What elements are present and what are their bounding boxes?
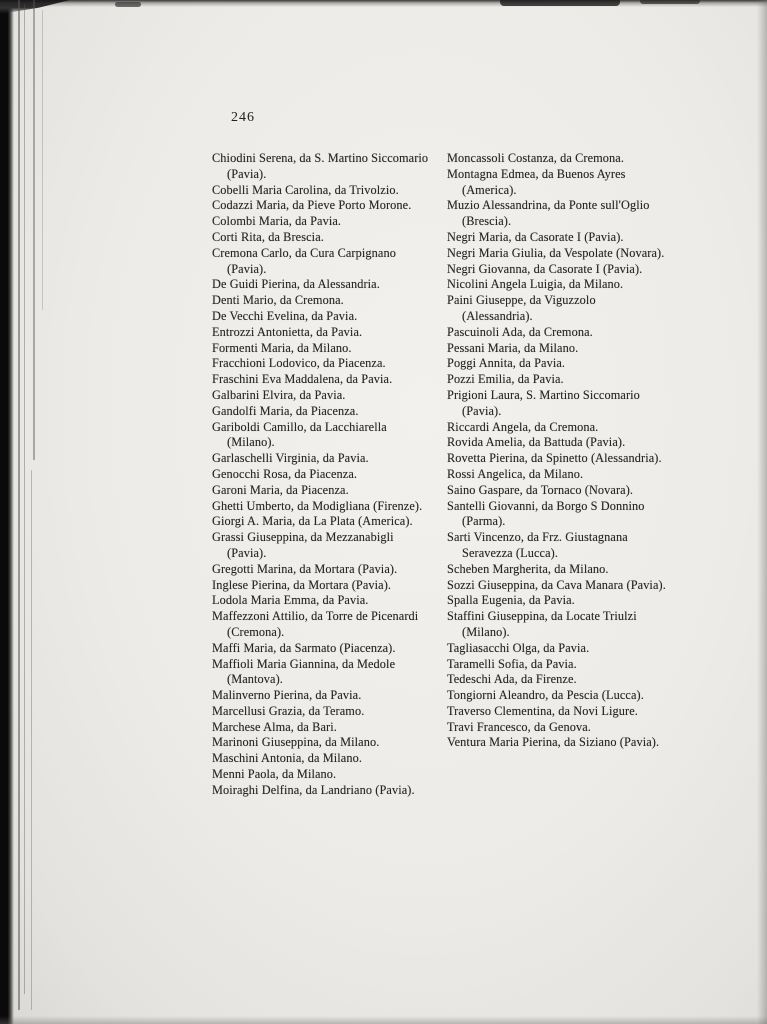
directory-entry [212,578,433,594]
directory-entry [212,183,433,199]
directory-entry [212,514,433,530]
directory-entry-text: Codazzi Maria, da Pieve Porto Morone. [212,198,412,213]
directory-entry-text: Genocchi Rosa, da Piacenza. [212,466,358,481]
directory-entry [212,562,433,578]
directory-entry [447,593,668,609]
directory-entry-text: Inglese Pierina, da Mortara (Pavia). [212,577,392,592]
directory-entry-text: Ventura Maria Pierina, da Siziano (Pavia). [447,735,660,750]
directory-entry-text: Pascuinoli Ada, da Cremona. [447,324,593,339]
directory-entry-text: Ghetti Umberto, da Modigliana (Firenze). [212,498,423,513]
directory-entry-text: Fracchioni Lodovico, da Piacenza. [212,356,386,371]
scan-scratch-line [18,0,20,1010]
directory-entry [212,214,433,230]
directory-entry-text: Marchese Alma, da Bari. [212,719,337,734]
directory-entry [447,167,668,199]
directory-entry-text: Rovida Amelia, da Battuda (Pavia). [447,435,626,450]
scan-scratch-line [24,4,25,994]
directory-entry-text: Scheben Margherita, da Milano. [447,561,609,576]
directory-entry-text: De Guidi Pierina, da Alessandria. [212,277,380,292]
directory-entry-text: Rossi Angelica, da Milano. [447,466,584,481]
directory-entry-text: Montagna Edmea, da Buenos Ayres (America). [447,166,626,197]
directory-entry [447,704,668,720]
directory-entry-text: Pozzi Emilia, da Pavia. [447,372,564,387]
directory-entry [212,720,433,736]
directory-entry [212,735,433,751]
scan-scratch-line [42,10,43,310]
directory-entry-text: Denti Mario, da Cremona. [212,293,344,308]
directory-entry-text: Lodola Maria Emma, da Pavia. [212,593,369,608]
directory-entry-text: Galbarini Elvira, da Pavia. [212,387,346,402]
directory-entry [447,562,668,578]
directory-entry-text: Maffioli Maria Giannina, da Medole (Mantova). [212,656,396,687]
scan-right-edge-shadow [757,0,767,1024]
directory-entry [447,657,668,673]
directory-entry-text: Gregotti Marina, da Mortara (Pavia). [212,561,398,576]
directory-entry-text: Garoni Maria, da Piacenza. [212,482,349,497]
directory-entry [212,246,433,278]
directory-entry [212,309,433,325]
directory-entry-text: Moncassoli Costanza, da Cremona. [447,151,625,165]
directory-entry [212,372,433,388]
directory-entry-text: Sozzi Giuseppina, da Cava Manara (Pavia). [447,577,666,592]
directory-entry [447,467,668,483]
directory-entry-text: Saino Gaspare, da Tornaco (Novara). [447,482,634,497]
directory-entry [212,704,433,720]
directory-entry [447,451,668,467]
directory-entry [212,151,433,183]
directory-entry [447,609,668,641]
directory-entry-text: Sarti Vincenzo, da Frz. Giustagnana Seravezza (Lucca). [447,530,628,560]
directory-entry [447,277,668,293]
directory-entry [212,499,433,515]
directory-entry-text: Tongiorni Aleandro, da Pescia (Lucca). [447,688,644,703]
directory-entry-text: Gandolfi Maria, da Piacenza. [212,403,359,418]
directory-entry-text: Staffini Giuseppina, da Locate Triulzi (Milano). [447,609,637,639]
directory-entry-text: Rovetta Pierina, da Spinetto (Alessandria). [447,451,662,466]
directory-entry [447,293,668,325]
directory-entry [447,483,668,499]
directory-entry [447,198,668,230]
directory-entry [212,783,433,799]
directory-entry [447,151,668,167]
scan-artifact-mark [115,2,141,7]
directory-entry [447,262,668,278]
directory-entry-text: Tagliasacchi Olga, da Pavia. [447,640,590,655]
directory-entry [447,735,668,751]
directory-entry [212,451,433,467]
directory-entry [447,230,668,246]
directory-entry [212,356,433,372]
directory-entry-text: Maffi Maria, da Sarmato (Piacenza). [212,640,396,655]
scan-scratch-line [31,470,32,1010]
directory-entry-text: Chiodini Serena, da S. Martino Siccomario (Pavia). [212,151,429,181]
directory-entry [447,325,668,341]
directory-entry-text: Pessani Maria, da Milano. [447,340,579,355]
directory-entry [212,609,433,641]
directory-entry-text: Tedeschi Ada, da Firenze. [447,672,577,687]
directory-entry [212,277,433,293]
directory-entry-text: Moiraghi Delfina, da Landriano (Pavia). [212,782,415,797]
directory-entry-text: Maffezzoni Attilio, da Torre de Picenardi (Cremona). [212,609,419,639]
directory-entry [212,388,433,404]
directory-entry-text: Paini Giuseppe, da Viguzzolo (Alessandria). [447,293,596,323]
directory-entry-text: Gariboldi Camillo, da Lacchiarella (Milano). [212,419,387,450]
directory-entry [447,435,668,451]
scan-scratch-line [33,0,35,460]
directory-entry [212,593,433,609]
directory-entry-text: Entrozzi Antonietta, da Pavia. [212,324,363,339]
directory-entry [212,404,433,420]
directory-entry [212,230,433,246]
directory-entry-text: Nicolini Angela Luigia, da Milano. [447,277,624,292]
directory-entry-text: De Vecchi Evelina, da Pavia. [212,308,358,323]
directory-entry [447,672,668,688]
directory-entry-text: Travi Francesco, da Genova. [447,719,591,734]
directory-entry [447,499,668,531]
directory-entry [447,720,668,736]
directory-entry-text: Riccardi Angela, da Cremona. [447,419,599,434]
directory-entry-text: Cobelli Maria Carolina, da Trivolzio. [212,182,399,197]
directory-entry [212,641,433,657]
directory-entry-text: Giorgi A. Maria, da La Plata (America). [212,514,413,529]
directory-entry-text: Poggi Annita, da Pavia. [447,356,566,371]
directory-entry [447,688,668,704]
directory-entry [212,341,433,357]
directory-entry-text: Negri Giovanna, da Casorate I (Pavia). [447,261,643,276]
directory-entry-text: Santelli Giovanni, da Borgo S Donnino (Parma). [447,498,645,529]
directory-entry [212,657,433,689]
directory-entry [212,325,433,341]
directory-entry-text: Negri Maria Giulia, da Vespolate (Novara). [447,245,665,260]
directory-entry [212,420,433,452]
directory-entry [447,420,668,436]
scan-artifact-mark [640,0,700,4]
scan-bottom-edge-shadow [0,1016,767,1024]
directory-entry-text: Formenti Maria, da Milano. [212,340,352,355]
directory-entry-text: Marcellusi Grazia, da Teramo. [212,703,365,718]
directory-entry-text: Menni Paola, da Milano. [212,767,337,782]
directory-entry-text: Muzio Alessandrina, da Ponte sull'Oglio (Brescia). [447,198,650,229]
name-list-column-left [212,151,433,799]
directory-entry-text: Malinverno Pierina, da Pavia. [212,688,362,703]
directory-entry-text: Cremona Carlo, da Cura Carpignano (Pavia). [212,245,396,276]
directory-entry-text: Garlaschelli Virginia, da Pavia. [212,451,369,466]
directory-entry-text: Spalla Eugenia, da Pavia. [447,593,575,608]
directory-entry-text: Traverso Clementina, da Novi Ligure. [447,703,638,718]
directory-entry [447,372,668,388]
directory-entry [447,530,668,562]
directory-entry [212,198,433,214]
directory-entry-text: Grassi Giuseppina, da Mezzanabigli (Pavia). [212,530,394,560]
directory-entry [447,578,668,594]
directory-entry [212,483,433,499]
directory-entry [447,388,668,420]
directory-entry-text: Fraschini Eva Maddalena, da Pavia. [212,372,393,387]
name-list-columns [212,151,668,799]
directory-entry-text: Maschini Antonia, da Milano. [212,751,363,766]
scan-artifact-mark [500,0,620,6]
directory-entry [447,341,668,357]
directory-entry [212,530,433,562]
name-list-column-right [447,151,668,799]
directory-entry [447,641,668,657]
directory-entry [212,293,433,309]
directory-entry [212,467,433,483]
directory-entry-text: Corti Rita, da Brescia. [212,229,324,244]
directory-entry-text: Taramelli Sofia, da Pavia. [447,656,577,671]
directory-entry [212,751,433,767]
binding-edge [0,0,14,1024]
directory-entry [212,767,433,783]
directory-entry-text: Negri Maria, da Casorate I (Pavia). [447,229,624,244]
directory-entry [447,356,668,372]
directory-entry-text: Marinoni Giuseppina, da Milano. [212,735,380,750]
directory-entry [447,246,668,262]
directory-entry-text: Prigioni Laura, S. Martino Siccomario (Pavia). [447,387,640,418]
directory-entry-text: Colombi Maria, da Pavia. [212,214,342,229]
directory-entry [212,688,433,704]
page-number: 246 [231,110,255,125]
